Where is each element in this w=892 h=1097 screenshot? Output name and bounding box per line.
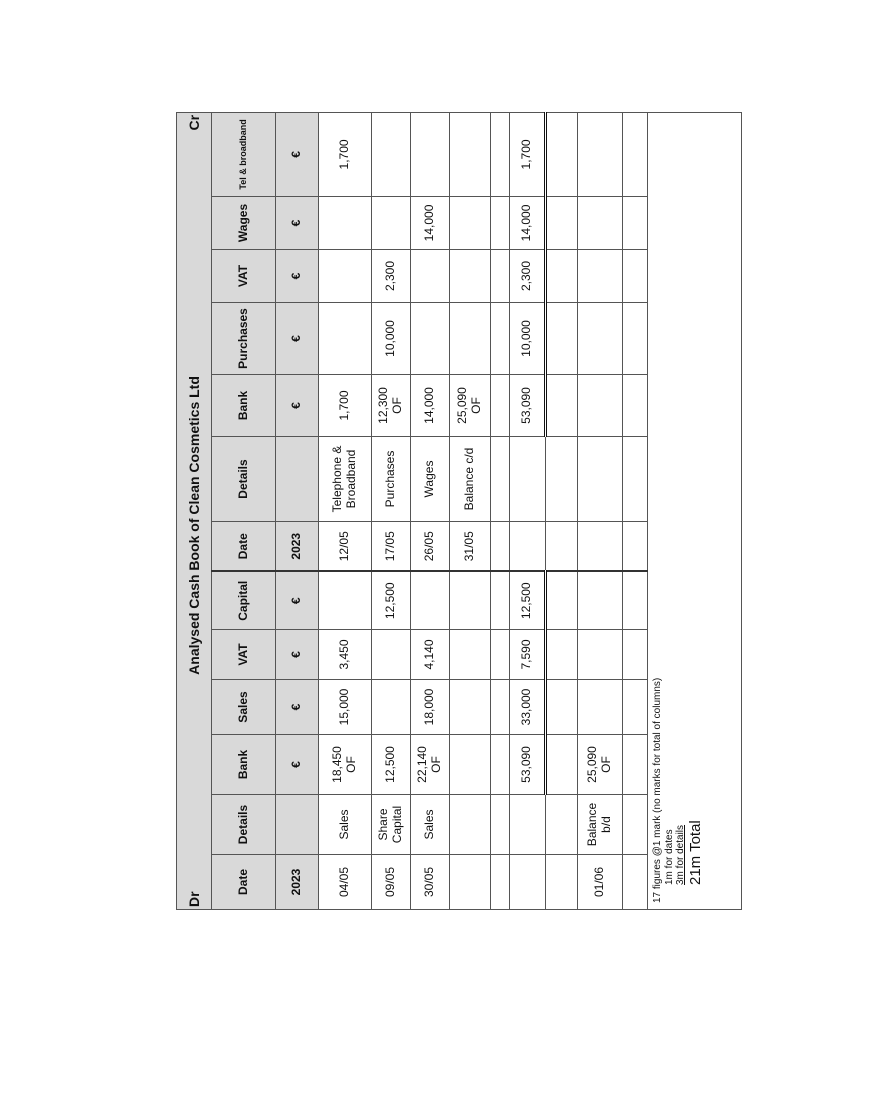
euro-debit-capital: € (276, 572, 319, 630)
col-credit-date: Date (212, 522, 276, 572)
total-credit-vat: 2,300 (510, 250, 546, 303)
credit-date: 12/05 (319, 522, 372, 572)
debit-capital (319, 572, 372, 630)
total-debit-vat: 7,590 (510, 630, 546, 680)
credit-vat (411, 250, 450, 303)
credit-details: Wages (411, 437, 450, 522)
credit-bank: 14,000 (411, 375, 450, 437)
debit-capital (411, 572, 450, 630)
debit-date: 09/05 (372, 855, 411, 910)
note-line-1: 17 figures @1 mark (no marks for total of columns) (652, 677, 663, 903)
debit-details: Share Capital (372, 795, 411, 855)
credit-tel (411, 112, 450, 196)
analysed-cash-book-table (176, 112, 742, 910)
credit-bank: 1,700 (319, 375, 372, 437)
debit-date: 04/05 (319, 855, 372, 910)
debit-vat (372, 630, 411, 680)
total-debit-sales: 33,000 (510, 680, 546, 735)
rotated-cash-book (176, 113, 720, 910)
credit-purchases: 10,000 (372, 303, 411, 375)
col-credit-tel-broadband: Tel & broadband (212, 112, 276, 196)
table-row (491, 112, 510, 909)
euro-credit-tel: € (276, 112, 319, 196)
col-debit-details: Details (212, 795, 276, 855)
year-debit: 2023 (276, 855, 319, 910)
euro-debit-bank: € (276, 735, 319, 795)
euro-credit-purchases: € (276, 303, 319, 375)
credit-purchases (411, 303, 450, 375)
page-title: Analysed Cash Book of Clean Cosmetics Ltd (177, 196, 212, 854)
debit-vat: 4,140 (411, 630, 450, 680)
empty-cell (276, 795, 319, 855)
credit-bank: 25,090 OF (450, 375, 491, 437)
credit-tel (372, 112, 411, 196)
total-credit-tel: 1,700 (510, 112, 546, 196)
credit-details: Balance c/d (450, 437, 491, 522)
marking-notes (648, 112, 742, 909)
totals-row (510, 112, 546, 909)
credit-purchases (319, 303, 372, 375)
debit-bank: 12,500 (372, 735, 411, 795)
col-credit-vat: VAT (212, 250, 276, 303)
table-row (623, 112, 648, 909)
year-credit: 2023 (276, 522, 319, 572)
debit-details: Sales (319, 795, 372, 855)
credit-date: 17/05 (372, 522, 411, 572)
debit-sales (372, 680, 411, 735)
debit-sales: 15,000 (319, 680, 372, 735)
table-row (411, 112, 450, 909)
cr-label: Cr (177, 112, 212, 196)
credit-vat (319, 250, 372, 303)
empty-cell (276, 437, 319, 522)
col-debit-sales: Sales (212, 680, 276, 735)
debit-bank: 22,140 OF (411, 735, 450, 795)
bd-bank: 25,090 OF (578, 735, 623, 795)
table-row (319, 112, 372, 909)
credit-date: 26/05 (411, 522, 450, 572)
debit-capital: 12,500 (372, 572, 411, 630)
debit-details: Sales (411, 795, 450, 855)
credit-vat: 2,300 (372, 250, 411, 303)
col-debit-capital: Capital (212, 572, 276, 630)
col-credit-bank: Bank (212, 375, 276, 437)
total-credit-bank: 53,090 (510, 375, 546, 437)
dr-label: Dr (177, 855, 212, 910)
debit-date: 30/05 (411, 855, 450, 910)
credit-wages (372, 196, 411, 249)
total-debit-bank: 53,090 (510, 735, 546, 795)
credit-wages (319, 196, 372, 249)
total-credit-purchases: 10,000 (510, 303, 546, 375)
bd-date: 01/06 (578, 855, 623, 910)
credit-date: 31/05 (450, 522, 491, 572)
note-line-4: 21m Total (686, 820, 704, 885)
euro-debit-sales: € (276, 680, 319, 735)
balance-bd-row (578, 112, 623, 909)
euro-credit-wages: € (276, 196, 319, 249)
col-debit-vat: VAT (212, 630, 276, 680)
debit-bank: 18,450 OF (319, 735, 372, 795)
table-row (450, 112, 491, 909)
note-line-2: 1m for dates (663, 829, 675, 885)
euro-credit-bank: € (276, 375, 319, 437)
credit-details: Purchases (372, 437, 411, 522)
col-credit-wages: Wages (212, 196, 276, 249)
col-debit-date: Date (212, 855, 276, 910)
table-row (372, 112, 411, 909)
col-credit-details: Details (212, 437, 276, 522)
total-credit-wages: 14,000 (510, 196, 546, 249)
total-debit-capital: 12,500 (510, 572, 546, 630)
credit-wages: 14,000 (411, 196, 450, 249)
bd-details: Balance b/d (578, 795, 623, 855)
credit-bank: 12,300 OF (372, 375, 411, 437)
debit-vat: 3,450 (319, 630, 372, 680)
table-row (546, 112, 578, 909)
col-debit-bank: Bank (212, 735, 276, 795)
euro-debit-vat: € (276, 630, 319, 680)
note-line-3: 3m for details (675, 824, 686, 885)
col-credit-purchases: Purchases (212, 303, 276, 375)
cash-book-frame (176, 113, 720, 910)
euro-credit-vat: € (276, 250, 319, 303)
debit-sales: 18,000 (411, 680, 450, 735)
marking-notes-row (648, 112, 742, 909)
credit-details: Telephone & Broadband (319, 437, 372, 522)
credit-tel: 1,700 (319, 112, 372, 196)
